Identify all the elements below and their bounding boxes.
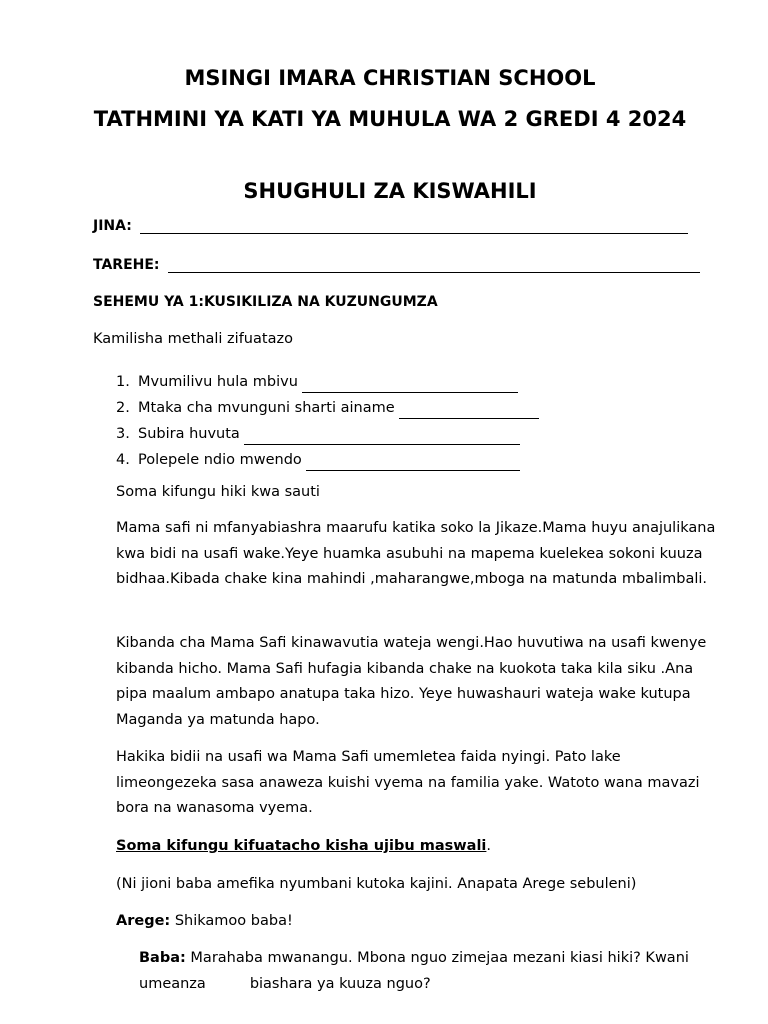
proverb-text: Polepele ndio mwendo xyxy=(138,452,302,468)
dialogue-instruction xyxy=(116,834,716,860)
school-name: MSINGI IMARA CHRISTIAN SCHOOL xyxy=(184,66,596,90)
dialogue-text-continued: biashara ya kuuza nguo? xyxy=(249,975,431,992)
date-blank-line[interactable] xyxy=(168,258,700,273)
reading-paragraph: Mama safi ni mfanyabiashra maarufu katika soko la Jikaze.Mama huyu anajulikana kwa bidi na usafi wake.Yeye huamka asubuhi na mapema kuelekea sokoni kuuza bidhaa.Kibada chake kina mahindi ,maharangwe,mboga na matunda mbalimbali. xyxy=(116,520,716,587)
speaker-name: Baba: xyxy=(139,950,186,966)
reading-instruction: Soma kifungu hiki kwa sauti xyxy=(116,484,320,500)
name-field xyxy=(93,218,688,234)
proverb-text: Mtaka cha mvunguni sharti ainame xyxy=(138,400,395,416)
proverbs-instruction: Kamilisha methali zifuatazo xyxy=(93,331,293,347)
list-item xyxy=(116,419,539,445)
dialogue-text: Shikamoo baba! xyxy=(174,913,293,929)
dialogue-text: Marahaba mwanangu. Mbona nguo zimejaa mezani kiasi hiki? Kwani umeanza xyxy=(139,950,689,992)
exam-title: TATHMINI YA KATI YA MUHULA WA 2 GREDI 4 2024 xyxy=(93,107,687,131)
answer-blank-line[interactable] xyxy=(302,378,518,393)
item-number: 2. xyxy=(116,400,130,416)
answer-blank-line[interactable] xyxy=(244,430,520,445)
name-label: JINA: xyxy=(93,218,132,234)
stage-direction: (Ni jioni baba amefika nyumbani kutoka kajini. Anapata Arege sebuleni) xyxy=(116,876,637,892)
date-field xyxy=(93,257,700,273)
dialogue-instruction-text: Soma kifungu kifuatacho kisha ujibu maswali xyxy=(116,838,487,854)
dialogue-line xyxy=(139,946,699,997)
answer-blank-line[interactable] xyxy=(399,404,539,419)
answer-blank-line[interactable] xyxy=(306,456,520,471)
dialogue-line xyxy=(116,909,716,935)
item-number: 1. xyxy=(116,374,130,390)
reading-paragraph: Kibanda cha Mama Safi kinawavutia wateja wengi.Hao huvutiwa na usafi kwenye kibanda hicho. Mama Safi hufagia kibanda chake na kuokota taka kila siku .Ana pipa maalum ambapo anatupa taka hizo. Yeye huwashauri wateja wake kutupa Maganda ya matunda hapo. xyxy=(116,635,707,728)
list-item xyxy=(116,393,539,419)
reading-paragraph: Hakika bidii na usafi wa Mama Safi umemletea faida nyingi. Pato lake limeongezeka sasa anaweza kuishi vyema na familia yake. Watoto wana mavazi bora na wanasoma vyema. xyxy=(116,749,700,816)
list-item xyxy=(116,445,539,471)
proverbs-list xyxy=(116,367,539,471)
section-title: SEHEMU YA 1:KUSIKILIZA NA KUZUNGUMZA xyxy=(93,294,438,310)
dialogue-instruction-period: . xyxy=(486,838,492,854)
date-label: TAREHE: xyxy=(93,257,160,273)
subject-title: SHUGHULI ZA KISWAHILI xyxy=(243,179,537,203)
list-item xyxy=(116,367,539,393)
speaker-name: Arege: xyxy=(116,913,171,929)
proverb-text: Subira huvuta xyxy=(138,426,240,442)
name-blank-line[interactable] xyxy=(140,219,688,234)
item-number: 3. xyxy=(116,426,130,442)
proverb-text: Mvumilivu hula mbivu xyxy=(138,374,298,390)
item-number: 4. xyxy=(116,452,130,468)
